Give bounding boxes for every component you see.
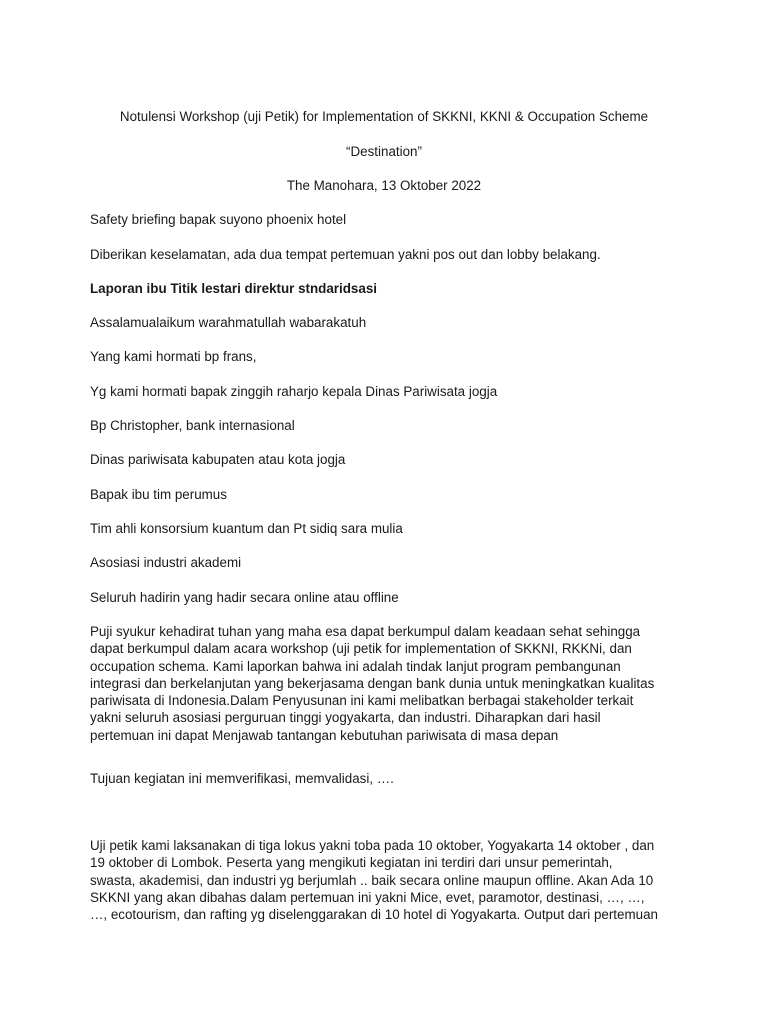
greeting-line: Seluruh hadirin yang hadir secara online atau offline: [90, 590, 399, 605]
paragraph-line: Uji petik kami laksanakan di tiga lokus yakni toba pada 10 oktober, Yogyakarta 14 oktober , dan: [90, 838, 655, 853]
safety-detail: Diberikan keselamatan, ada dua tempat pertemuan yakni pos out dan lobby belakang.: [90, 247, 601, 262]
paragraph-line: 19 oktober di Lombok. Peserta yang mengikuti kegiatan ini terdiri dari unsur pemerintah,: [90, 855, 613, 871]
document-title: Notulensi Workshop (uji Petik) for Implementation of SKKNI, KKNI & Occupation Scheme: [119, 109, 649, 124]
greeting-line: Bp Christopher, bank internasional: [90, 418, 295, 433]
paragraph-line: occupation schema. Kami laporkan bahwa ini adalah tindak lanjut program pembangunan: [90, 658, 621, 674]
objective-line: Tujuan kegiatan ini memverifikasi, memvalidasi, ….: [90, 771, 394, 786]
paragraph-line: integrasi dan berkelanjutan yang bekerjasama dengan bank dunia untuk meningkatkan kualitas: [90, 675, 655, 691]
greeting-line: Yang kami hormati bp frans,: [90, 349, 257, 364]
paragraph-line: Puji syukur kehadirat tuhan yang maha esa dapat berkumpul dalam keadaan sehat sehingga: [90, 624, 641, 639]
document-subtitle: “Destination”: [346, 144, 422, 159]
paragraph-line: dapat berkumpul dalam acara workshop (uji petik for implementation of SKKNI, RKKNi, dan: [90, 641, 632, 657]
report-paragraph: [90, 623, 690, 744]
paragraph-line: SKKNI yang akan dibahas dalam pertemuan ini yakni Mice, evet, paramotor, destinasi, …, …,: [90, 889, 645, 905]
paragraph-line: swasta, akademisi, dan industri yg berjumlah .. baik secara online maupun offline. Akan Ada 10: [90, 872, 654, 888]
greeting-line: Bapak ibu tim perumus: [90, 487, 227, 502]
section-heading: Laporan ibu Titik lestari direktur stndaridsasi: [90, 281, 377, 296]
uji-petik-paragraph: [90, 837, 690, 923]
greeting-line: Dinas pariwisata kabupaten atau kota jogja: [90, 452, 346, 467]
greeting-line: Yg kami hormati bapak zinggih raharjo kepala Dinas Pariwisata jogja: [90, 384, 498, 399]
greeting-line: Asosiasi industri akademi: [90, 555, 242, 570]
greeting-line: Tim ahli konsorsium kuantum dan Pt sidiq sara mulia: [90, 521, 403, 536]
place-date: The Manohara, 13 Oktober 2022: [286, 178, 482, 193]
paragraph-line: pertemuan ini dapat Menjawab tantangan kebutuhan pariwisata di masa depan: [90, 727, 559, 743]
greeting-line: Assalamualaikum warahmatullah wabarakatuh: [90, 315, 367, 330]
paragraph-line: pariwisata di Indonesia.Dalam Penyusunan ini kami melibatkan berbagai stakeholder terkait: [90, 693, 634, 709]
paragraph-line: …, ecotourism, dan rafting yg diselenggarakan di 10 hotel di Yogyakarta. Output dari pertemuan: [90, 907, 658, 923]
safety-briefing: Safety briefing bapak suyono phoenix hotel: [90, 212, 347, 227]
paragraph-line: yakni seluruh asosiasi perguruan tinggi yogyakarta, dan industri. Diharapkan dari hasil: [90, 710, 601, 726]
